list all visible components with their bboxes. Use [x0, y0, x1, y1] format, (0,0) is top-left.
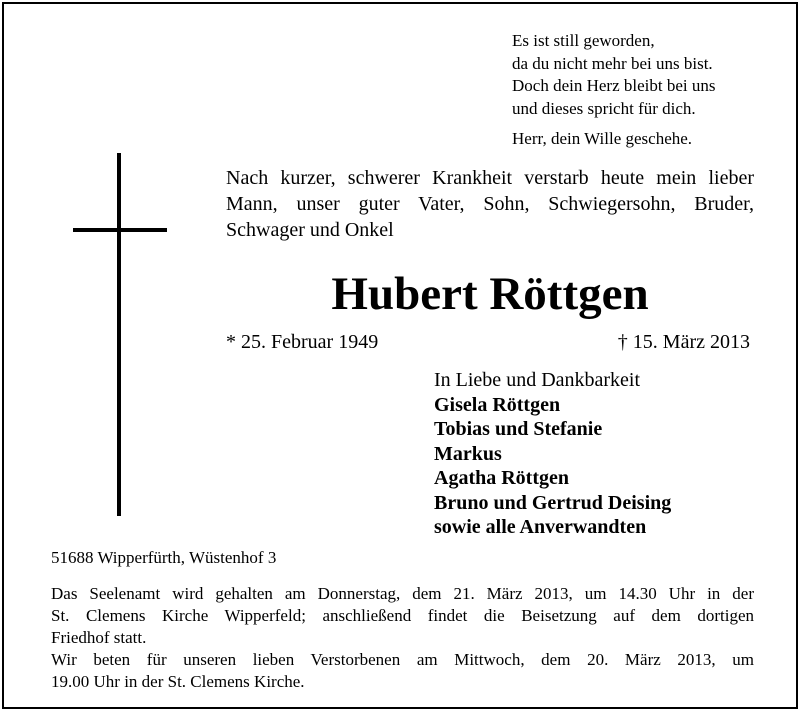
deceased-name: Hubert Röttgen: [331, 268, 649, 320]
mourners-list: [434, 368, 671, 540]
notice-line: Friedhof statt.: [51, 628, 147, 647]
death-date: † 15. März 2013: [617, 331, 750, 353]
mourners-intro: In Liebe und Dankbarkeit: [434, 369, 641, 391]
poem-line: da du nicht mehr bei uns bist.: [512, 53, 713, 73]
mourner-name: sowie alle Anverwandten: [434, 516, 647, 538]
poem-line: Es ist still geworden,: [512, 31, 655, 50]
birth-date: * 25. Februar 1949: [226, 331, 379, 353]
mourner-name: Gisela Röttgen: [434, 393, 561, 416]
poem-line: und dieses spricht für dich.: [512, 98, 696, 118]
notice-line: Das Seelenamt wird gehalten am Donnerstag, dem 21. März 2013, um 14.30 Uhr in der: [51, 584, 754, 603]
announcement-line: Schwager und Onkel: [226, 219, 394, 241]
mourner-name: Markus: [434, 442, 502, 465]
cross-icon: [117, 153, 121, 516]
notice-line: St. Clemens Kirche Wipperfeld; anschließend findet die Beisetzung auf dem dortigen: [51, 606, 754, 625]
cross-icon-bar: [73, 228, 167, 232]
announcement-line: Mann, unser guter Vater, Sohn, Schwiegersohn, Bruder,: [226, 193, 754, 215]
mourner-name: Tobias und Stefanie: [434, 418, 603, 440]
announcement-line: Nach kurzer, schwerer Krankheit verstarb heute mein lieber: [226, 167, 754, 189]
mourner-name: Bruno und Gertrud Deising: [434, 491, 672, 514]
family-address: 51688 Wipperfürth, Wüstenhof 3: [51, 548, 277, 567]
notice-line: Wir beten für unseren lieben Verstorbenen am Mittwoch, dem 20. März 2013, um: [51, 650, 754, 669]
mourner-name: Agatha Röttgen: [434, 467, 569, 489]
poem: [512, 30, 715, 151]
obituary-notice: [2, 2, 798, 709]
funeral-notice: [51, 583, 754, 693]
poem-line: Doch dein Herz bleibt bei uns: [512, 76, 716, 95]
poem-closing: Herr, dein Wille geschehe.: [512, 129, 693, 148]
notice-line: 19.00 Uhr in der St. Clemens Kirche.: [51, 672, 305, 691]
death-announcement: [226, 165, 754, 243]
